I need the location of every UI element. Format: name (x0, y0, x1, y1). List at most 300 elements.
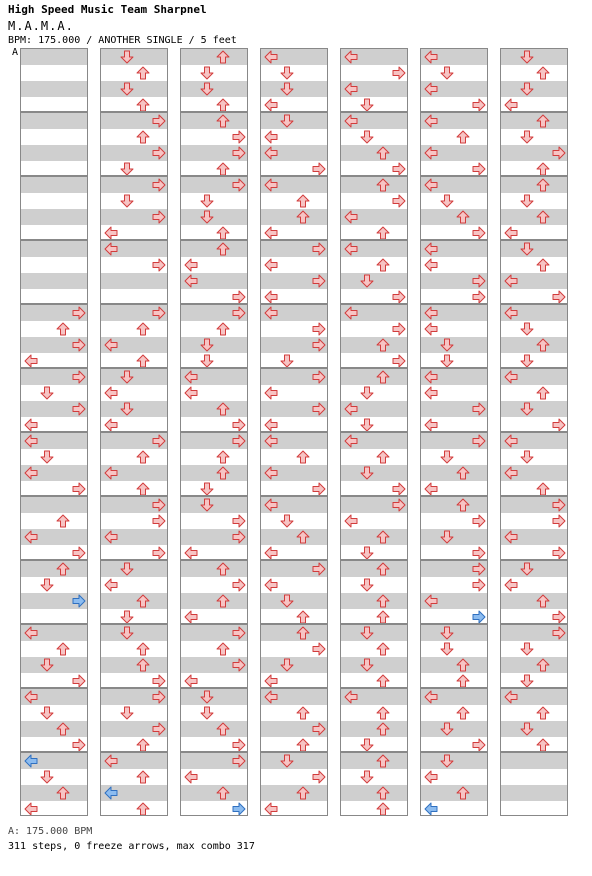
right-arrow-icon (151, 689, 167, 705)
up-arrow-icon (535, 593, 551, 609)
measure-box (180, 240, 248, 304)
down-arrow-icon (279, 113, 295, 129)
left-arrow-icon (423, 257, 439, 273)
up-arrow-icon (455, 465, 471, 481)
left-arrow-icon (503, 273, 519, 289)
up-arrow-icon (375, 673, 391, 688)
measure-box (100, 432, 168, 496)
down-arrow-icon (119, 193, 135, 209)
up-arrow-icon (535, 385, 551, 401)
up-arrow-icon (135, 481, 151, 496)
left-arrow-icon (343, 49, 359, 65)
up-arrow-icon (375, 257, 391, 273)
down-arrow-icon (519, 81, 535, 97)
right-arrow-icon (231, 417, 247, 432)
beat-stripe (21, 241, 87, 257)
up-arrow-icon (455, 657, 471, 673)
left-arrow-icon (263, 801, 279, 816)
down-arrow-icon (279, 657, 295, 673)
down-arrow-icon (519, 561, 535, 577)
down-arrow-icon (199, 689, 215, 705)
right-arrow-icon (311, 401, 327, 417)
left-arrow-icon (103, 417, 119, 432)
beat-stripe (421, 209, 487, 225)
beat-stripe (21, 785, 87, 801)
bpm-summary: A: 175.000 BPM (8, 826, 93, 837)
beat-stripe (181, 113, 247, 129)
up-arrow-icon (295, 737, 311, 752)
right-arrow-icon (151, 673, 167, 688)
left-arrow-icon (23, 801, 39, 816)
left-arrow-icon (103, 337, 119, 353)
right-arrow-icon (231, 145, 247, 161)
measure-box (420, 496, 488, 560)
down-arrow-icon (359, 545, 375, 560)
down-arrow-icon (359, 577, 375, 593)
measure-box (420, 240, 488, 304)
right-arrow-icon (391, 193, 407, 209)
step-stats: 311 steps, 0 freeze arrows, max combo 317 (8, 841, 255, 852)
down-arrow-icon (119, 401, 135, 417)
left-arrow-icon (343, 113, 359, 129)
up-arrow-icon (135, 657, 151, 673)
up-arrow-icon (535, 209, 551, 225)
right-arrow-icon (231, 129, 247, 145)
up-arrow-icon (55, 321, 71, 337)
beat-stripe (421, 657, 487, 673)
measure-box (260, 368, 328, 432)
right-arrow-icon (311, 369, 327, 385)
beat-stripe (101, 273, 167, 289)
beat-stripe (21, 81, 87, 97)
left-arrow-icon (263, 97, 279, 112)
down-arrow-icon (359, 129, 375, 145)
up-arrow-icon (135, 769, 151, 785)
left-arrow-icon (263, 465, 279, 481)
right-arrow-icon (391, 353, 407, 368)
up-arrow-icon (375, 801, 391, 816)
up-arrow-icon (375, 529, 391, 545)
up-arrow-icon (375, 561, 391, 577)
down-arrow-icon (119, 81, 135, 97)
left-arrow-icon (263, 49, 279, 65)
right-arrow-icon (311, 273, 327, 289)
up-arrow-icon (535, 657, 551, 673)
beat-stripe (501, 753, 567, 769)
right-arrow-icon (551, 497, 567, 513)
beat-stripe (21, 497, 87, 513)
measure-box (500, 368, 568, 432)
down-arrow-icon (199, 193, 215, 209)
measure-box (340, 624, 408, 688)
down-arrow-icon (39, 577, 55, 593)
measure-box (500, 496, 568, 560)
up-arrow-icon (215, 465, 231, 481)
measure-box (260, 304, 328, 368)
down-arrow-icon (519, 673, 535, 688)
beat-stripe (21, 561, 87, 577)
up-arrow-icon (135, 593, 151, 609)
up-arrow-icon (375, 705, 391, 721)
beat-stripe (261, 529, 327, 545)
measure-box (500, 176, 568, 240)
measure-box (420, 752, 488, 816)
down-arrow-icon (119, 625, 135, 641)
down-arrow-icon (39, 449, 55, 465)
up-arrow-icon (135, 801, 151, 816)
left-arrow-icon (263, 257, 279, 273)
left-arrow-icon (103, 225, 119, 240)
right-arrow-icon (311, 241, 327, 257)
left-arrow-icon (23, 353, 39, 368)
down-arrow-icon (199, 497, 215, 513)
down-arrow-icon (519, 721, 535, 737)
measure-box (20, 432, 88, 496)
left-arrow-icon (343, 241, 359, 257)
down-arrow-icon (439, 641, 455, 657)
measure-box (20, 48, 88, 112)
up-arrow-icon (455, 785, 471, 801)
right-arrow-icon (71, 545, 87, 560)
right-arrow-icon (551, 609, 567, 624)
down-arrow-icon (199, 65, 215, 81)
measure-box (260, 176, 328, 240)
right-arrow-icon (471, 737, 487, 752)
up-arrow-icon (535, 65, 551, 81)
measure-box (20, 752, 88, 816)
measure-box (420, 624, 488, 688)
left-arrow-icon (423, 801, 439, 816)
left-arrow-icon (23, 465, 39, 481)
up-arrow-icon (215, 785, 231, 801)
measure-box (100, 752, 168, 816)
left-arrow-icon (263, 225, 279, 240)
beat-stripe (181, 561, 247, 577)
up-arrow-icon (55, 561, 71, 577)
down-arrow-icon (519, 129, 535, 145)
right-arrow-icon (471, 401, 487, 417)
right-arrow-icon (71, 481, 87, 496)
measure-box (420, 560, 488, 624)
right-arrow-icon (311, 769, 327, 785)
left-arrow-icon (103, 577, 119, 593)
measure-box (260, 432, 328, 496)
up-arrow-icon (455, 129, 471, 145)
left-arrow-icon (183, 369, 199, 385)
up-arrow-icon (135, 641, 151, 657)
beat-stripe (501, 209, 567, 225)
down-arrow-icon (359, 417, 375, 432)
down-arrow-icon (359, 625, 375, 641)
up-arrow-icon (55, 513, 71, 529)
right-arrow-icon (391, 289, 407, 304)
up-arrow-icon (375, 337, 391, 353)
beat-stripe (21, 49, 87, 65)
beat-stripe (261, 785, 327, 801)
down-arrow-icon (279, 81, 295, 97)
measure-box (100, 112, 168, 176)
beat-stripe (261, 209, 327, 225)
right-arrow-icon (551, 417, 567, 432)
measure-box (500, 112, 568, 176)
down-arrow-icon (119, 369, 135, 385)
beat-stripe (101, 657, 167, 673)
right-arrow-icon (311, 481, 327, 496)
down-arrow-icon (519, 193, 535, 209)
right-arrow-icon (71, 401, 87, 417)
left-arrow-icon (183, 273, 199, 289)
right-arrow-icon (471, 545, 487, 560)
up-arrow-icon (455, 705, 471, 721)
measure-box (180, 752, 248, 816)
left-arrow-icon (263, 305, 279, 321)
left-arrow-icon (423, 689, 439, 705)
beat-stripe (501, 337, 567, 353)
beat-stripe (21, 721, 87, 737)
down-arrow-icon (439, 721, 455, 737)
left-arrow-icon (503, 433, 519, 449)
up-arrow-icon (375, 609, 391, 624)
up-arrow-icon (135, 97, 151, 112)
left-arrow-icon (423, 417, 439, 432)
left-arrow-icon (503, 577, 519, 593)
right-arrow-icon (71, 673, 87, 688)
measure-box (20, 112, 88, 176)
up-arrow-icon (215, 321, 231, 337)
up-arrow-icon (215, 241, 231, 257)
measure-box (20, 560, 88, 624)
measure-box (180, 496, 248, 560)
up-arrow-icon (215, 49, 231, 65)
measure-box (420, 48, 488, 112)
beat-stripe (501, 785, 567, 801)
right-arrow-icon (391, 481, 407, 496)
left-arrow-icon (23, 689, 39, 705)
up-arrow-icon (375, 753, 391, 769)
left-arrow-icon (263, 689, 279, 705)
down-arrow-icon (279, 513, 295, 529)
right-arrow-icon (471, 609, 487, 624)
down-arrow-icon (39, 705, 55, 721)
right-arrow-icon (151, 497, 167, 513)
right-arrow-icon (551, 545, 567, 560)
left-arrow-icon (23, 417, 39, 432)
up-arrow-icon (535, 177, 551, 193)
right-arrow-icon (471, 577, 487, 593)
left-arrow-icon (423, 241, 439, 257)
left-arrow-icon (423, 145, 439, 161)
right-arrow-icon (231, 305, 247, 321)
beat-stripe (21, 273, 87, 289)
measure-box (420, 688, 488, 752)
measure-box (180, 368, 248, 432)
left-arrow-icon (263, 433, 279, 449)
right-arrow-icon (231, 433, 247, 449)
measure-box (340, 496, 408, 560)
beat-stripe (261, 625, 327, 641)
beat-stripe (421, 465, 487, 481)
right-arrow-icon (311, 337, 327, 353)
left-arrow-icon (23, 753, 39, 769)
up-arrow-icon (55, 721, 71, 737)
song-artist: High Speed Music Team Sharpnel (8, 3, 207, 16)
right-arrow-icon (311, 641, 327, 657)
left-arrow-icon (343, 433, 359, 449)
beat-stripe (21, 113, 87, 129)
up-arrow-icon (215, 401, 231, 417)
right-arrow-icon (471, 225, 487, 240)
measure-box (340, 304, 408, 368)
chart-column (340, 48, 408, 816)
right-arrow-icon (311, 721, 327, 737)
left-arrow-icon (343, 401, 359, 417)
right-arrow-icon (71, 369, 87, 385)
left-arrow-icon (503, 689, 519, 705)
right-arrow-icon (151, 209, 167, 225)
measure-box (340, 688, 408, 752)
beat-stripe (421, 785, 487, 801)
left-arrow-icon (343, 689, 359, 705)
beat-stripe (101, 593, 167, 609)
right-arrow-icon (231, 625, 247, 641)
measure-box (340, 176, 408, 240)
right-arrow-icon (231, 737, 247, 752)
beat-stripe (181, 401, 247, 417)
left-arrow-icon (103, 529, 119, 545)
up-arrow-icon (295, 609, 311, 624)
left-arrow-icon (423, 593, 439, 609)
measure-box (100, 688, 168, 752)
down-arrow-icon (199, 353, 215, 368)
down-arrow-icon (519, 49, 535, 65)
beat-stripe (341, 561, 407, 577)
measure-box (420, 432, 488, 496)
chart-info: BPM: 175.000 / ANOTHER SINGLE / 5 feet (8, 35, 237, 46)
measure-box (500, 624, 568, 688)
down-arrow-icon (199, 81, 215, 97)
down-arrow-icon (359, 273, 375, 289)
left-arrow-icon (263, 145, 279, 161)
down-arrow-icon (199, 209, 215, 225)
down-arrow-icon (279, 753, 295, 769)
right-arrow-icon (231, 289, 247, 304)
measure-box (100, 624, 168, 688)
beat-stripe (341, 177, 407, 193)
up-arrow-icon (295, 193, 311, 209)
measure-box (100, 240, 168, 304)
left-arrow-icon (183, 769, 199, 785)
up-arrow-icon (295, 785, 311, 801)
up-arrow-icon (295, 209, 311, 225)
right-arrow-icon (471, 289, 487, 304)
up-arrow-icon (215, 161, 231, 176)
beat-stripe (341, 785, 407, 801)
bpm-marker-label: A (12, 47, 19, 58)
left-arrow-icon (423, 49, 439, 65)
down-arrow-icon (119, 609, 135, 624)
measure-box (100, 176, 168, 240)
left-arrow-icon (423, 369, 439, 385)
down-arrow-icon (519, 641, 535, 657)
left-arrow-icon (263, 497, 279, 513)
left-arrow-icon (263, 129, 279, 145)
up-arrow-icon (215, 449, 231, 465)
up-arrow-icon (455, 497, 471, 513)
measure-box (100, 48, 168, 112)
up-arrow-icon (375, 225, 391, 240)
right-arrow-icon (231, 177, 247, 193)
left-arrow-icon (423, 305, 439, 321)
measure-box (100, 560, 168, 624)
down-arrow-icon (359, 385, 375, 401)
measure-box (260, 48, 328, 112)
measure-box (20, 624, 88, 688)
measure-box (180, 112, 248, 176)
left-arrow-icon (343, 305, 359, 321)
up-arrow-icon (535, 481, 551, 496)
up-arrow-icon (375, 369, 391, 385)
up-arrow-icon (295, 529, 311, 545)
left-arrow-icon (183, 545, 199, 560)
down-arrow-icon (199, 705, 215, 721)
chart-column (260, 48, 328, 816)
up-arrow-icon (455, 209, 471, 225)
right-arrow-icon (71, 337, 87, 353)
down-arrow-icon (39, 385, 55, 401)
left-arrow-icon (423, 113, 439, 129)
right-arrow-icon (391, 65, 407, 81)
measure-box (180, 48, 248, 112)
measure-box (100, 496, 168, 560)
left-arrow-icon (183, 609, 199, 624)
beat-stripe (341, 753, 407, 769)
measure-box (340, 560, 408, 624)
right-arrow-icon (471, 161, 487, 176)
right-arrow-icon (71, 305, 87, 321)
left-arrow-icon (103, 753, 119, 769)
beat-stripe (21, 209, 87, 225)
left-arrow-icon (503, 465, 519, 481)
left-arrow-icon (103, 785, 119, 801)
measure-box (180, 560, 248, 624)
measure-box (260, 560, 328, 624)
down-arrow-icon (119, 161, 135, 176)
beat-stripe (181, 49, 247, 65)
left-arrow-icon (263, 673, 279, 688)
up-arrow-icon (535, 705, 551, 721)
down-arrow-icon (119, 705, 135, 721)
right-arrow-icon (151, 145, 167, 161)
beat-stripe (341, 145, 407, 161)
left-arrow-icon (423, 385, 439, 401)
up-arrow-icon (375, 177, 391, 193)
up-arrow-icon (215, 97, 231, 112)
down-arrow-icon (199, 481, 215, 496)
measure-box (420, 176, 488, 240)
right-arrow-icon (471, 273, 487, 289)
beat-stripe (341, 369, 407, 385)
up-arrow-icon (535, 161, 551, 176)
up-arrow-icon (215, 225, 231, 240)
down-arrow-icon (359, 769, 375, 785)
down-arrow-icon (279, 593, 295, 609)
chart-column (500, 48, 568, 816)
measure-box (100, 304, 168, 368)
measure-box (500, 48, 568, 112)
down-arrow-icon (39, 657, 55, 673)
measure-box (260, 624, 328, 688)
measure-box (340, 240, 408, 304)
